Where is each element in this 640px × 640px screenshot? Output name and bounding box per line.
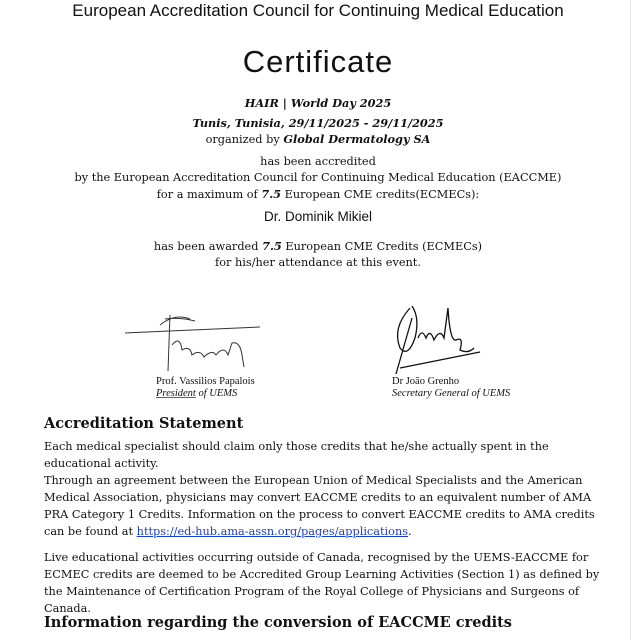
award-line1 — [0, 238, 636, 255]
council-title: European Accreditation Council for Continuing Medical Education — [72, 1, 564, 20]
signatory-role — [156, 388, 255, 400]
award-line2: for his/her attendance at this event. — [215, 256, 421, 269]
signatory-name: Dr João Grenho — [392, 376, 460, 387]
accreditation-line3 — [0, 186, 636, 203]
accreditation-statement-heading: Accreditation Statement — [44, 415, 244, 432]
signature-papalois — [120, 305, 270, 375]
award-prefix: has been awarded — [153, 240, 263, 253]
accreditation-line2: by the European Accreditation Council for Continuing Medical Education (EACCME) — [74, 171, 562, 184]
signatory-name: Prof. Vassilios Papalois — [156, 376, 255, 387]
event-location-dates: Tunis, Tunisia, 29/11/2025 - 29/11/2025 — [192, 116, 444, 130]
award-credits: 7.5 — [262, 239, 282, 253]
event-name: HAIR | World Day 2025 — [244, 96, 392, 110]
statement-paragraph-3: Live educational activities occurring outside of Canada, recognised by the UEMS-EACCME for ECMEC credits are deemed to be Accredited Group Learning Activities (Section 1) as defined by the Maintenance of Certification Program of the Royal College of Physicians and Surgeons of Canada. — [44, 551, 600, 615]
organizer: Global Dermatology SA — [283, 132, 431, 146]
award-suffix: European CME Credits (ECMECs) — [281, 240, 483, 253]
conversion-heading: Information regarding the conversion of EACCME credits — [44, 614, 512, 631]
max-credits: 7.5 — [261, 187, 281, 201]
ama-link[interactable]: https://ed-hub.ama-assn.org/pages/applications — [136, 525, 409, 538]
award-text — [0, 238, 636, 271]
p2-text: Through an agreement between the European Union of Medical Specialists and the American Medical Association, physicians may convert EACCME credits to an equivalent number of AMA PRA Category 1 Credits. Information on the process to convert EACCME credits to AMA credits can be found at — [44, 474, 595, 538]
accreditation-line1: has been accredited — [260, 155, 376, 168]
role-first: President — [156, 388, 196, 399]
signatory-role: Secretary General of UEMS — [392, 388, 511, 399]
role-rest: of UEMS — [195, 388, 238, 399]
max-prefix: for a maximum of — [156, 188, 262, 201]
signatory-grenho — [392, 376, 510, 400]
organized-prefix: organized by — [205, 133, 284, 146]
recipient-name: Dr. Dominik Mikiel — [263, 209, 372, 224]
accreditation-text — [0, 154, 636, 203]
event-details — [0, 115, 636, 148]
statement-paragraph-2 — [44, 472, 604, 540]
signature-grenho — [390, 298, 500, 376]
organizer-line — [0, 131, 636, 148]
signatory-papalois — [156, 376, 255, 400]
max-suffix: European CME credits(ECMECs): — [281, 188, 480, 201]
p2-end: . — [408, 525, 412, 538]
certificate-title: Certificate — [242, 44, 394, 79]
statement-paragraph-1: Each medical specialist should claim only those credits that he/she actually spent in the educational activity. — [44, 440, 549, 470]
